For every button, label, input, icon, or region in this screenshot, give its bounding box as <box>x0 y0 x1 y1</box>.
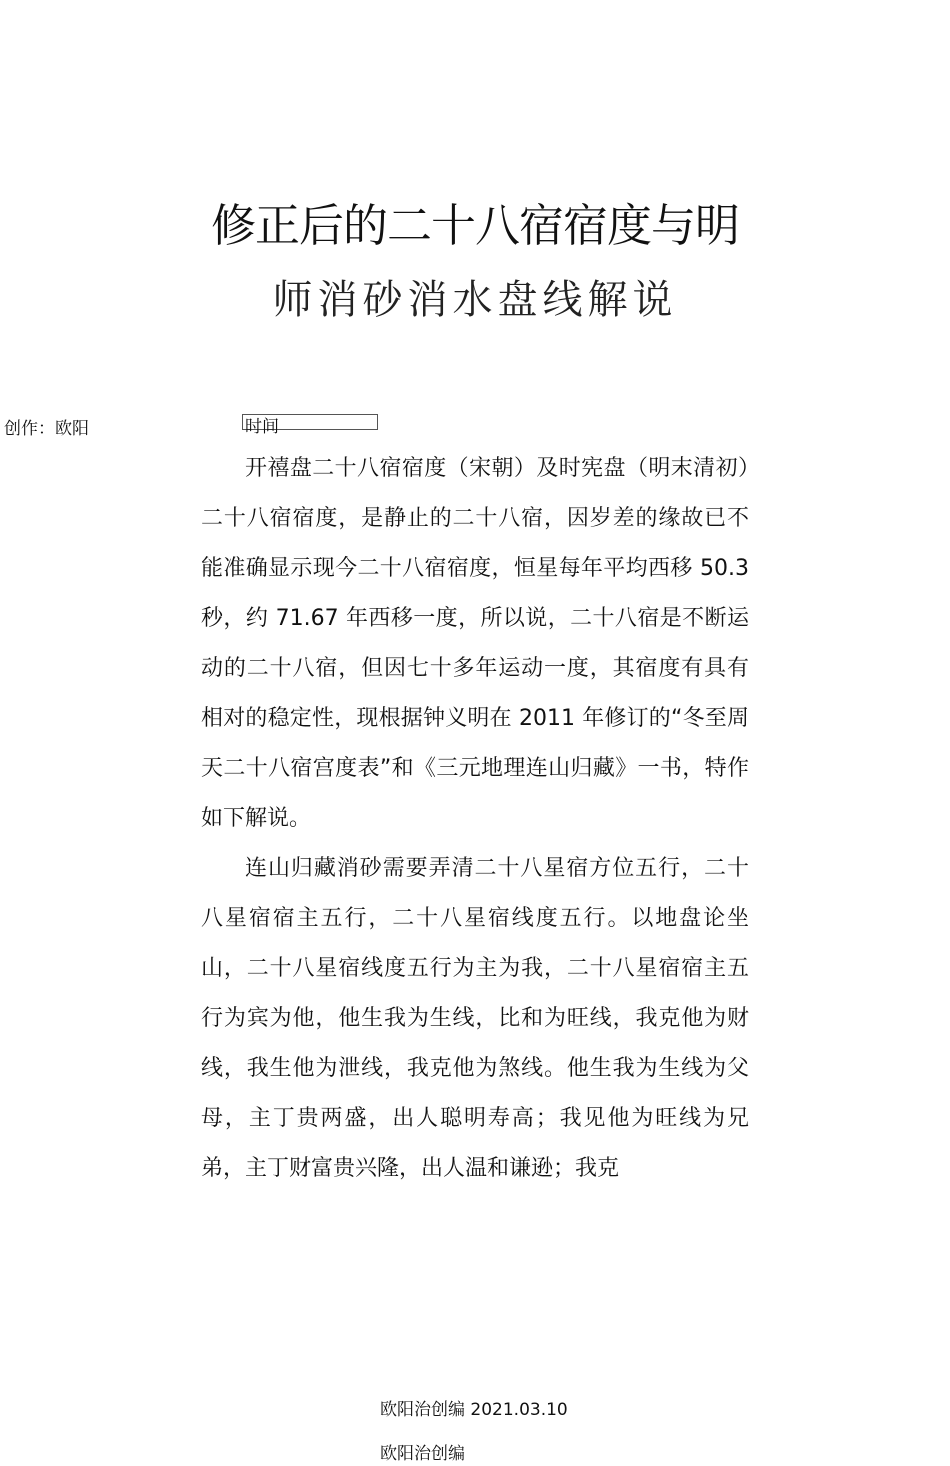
page-footer-cutoff <box>380 1442 490 1464</box>
document-title-line-1: 修正后的二十八宿宿度与明 <box>210 199 739 252</box>
paragraph-2: 连山归藏消砂需要弄清二十八星宿方位五行，二十八星宿宿主五行，二十八星宿线度五行。以地盘论坐山，二十八星宿线度五行为主为我，二十八星宿宿主五行为宾为他，他生我为生线，比和为旺线，我克他为财线，我生他为泄线，我克他为煞线。他生我为生线为父母，主丁贵两盛，出人聪明寿高；我见他为旺线为兄弟，主丁财富贵兴隆，出人温和谦逊；我克 <box>201 856 749 1181</box>
author-label: 创作：欧阳 <box>4 419 89 439</box>
time-label: 时间 <box>245 417 279 437</box>
document-title-line-2: 师消砂消水盘线解说 <box>272 277 678 323</box>
body-text <box>201 444 749 1194</box>
paragraph-1: 开禧盘二十八宿宿度（宋朝）及时宪盘（明末清初）二十八宿宿度，是静止的二十八宿，因岁差的缘故已不能准确显示现今二十八宿宿度，恒星每年平均西移 50.3 秒，约 71.67 年西移一度，所以说，二十八宿是不断运动的二十八宿，但因七十多年运动一度，其宿度有具有相对的稳定性，现根据钟义明在 2011 年修订的“冬至周天二十八宿宫度表”和《三元地理连山归藏》一书，特作如下解说。 <box>201 456 749 831</box>
page-footer-cutoff-text: 欧阳治创编 <box>380 1444 465 1464</box>
page-footer: 欧阳治创编 2021.03.10 <box>380 1400 568 1420</box>
time-field <box>242 414 378 437</box>
